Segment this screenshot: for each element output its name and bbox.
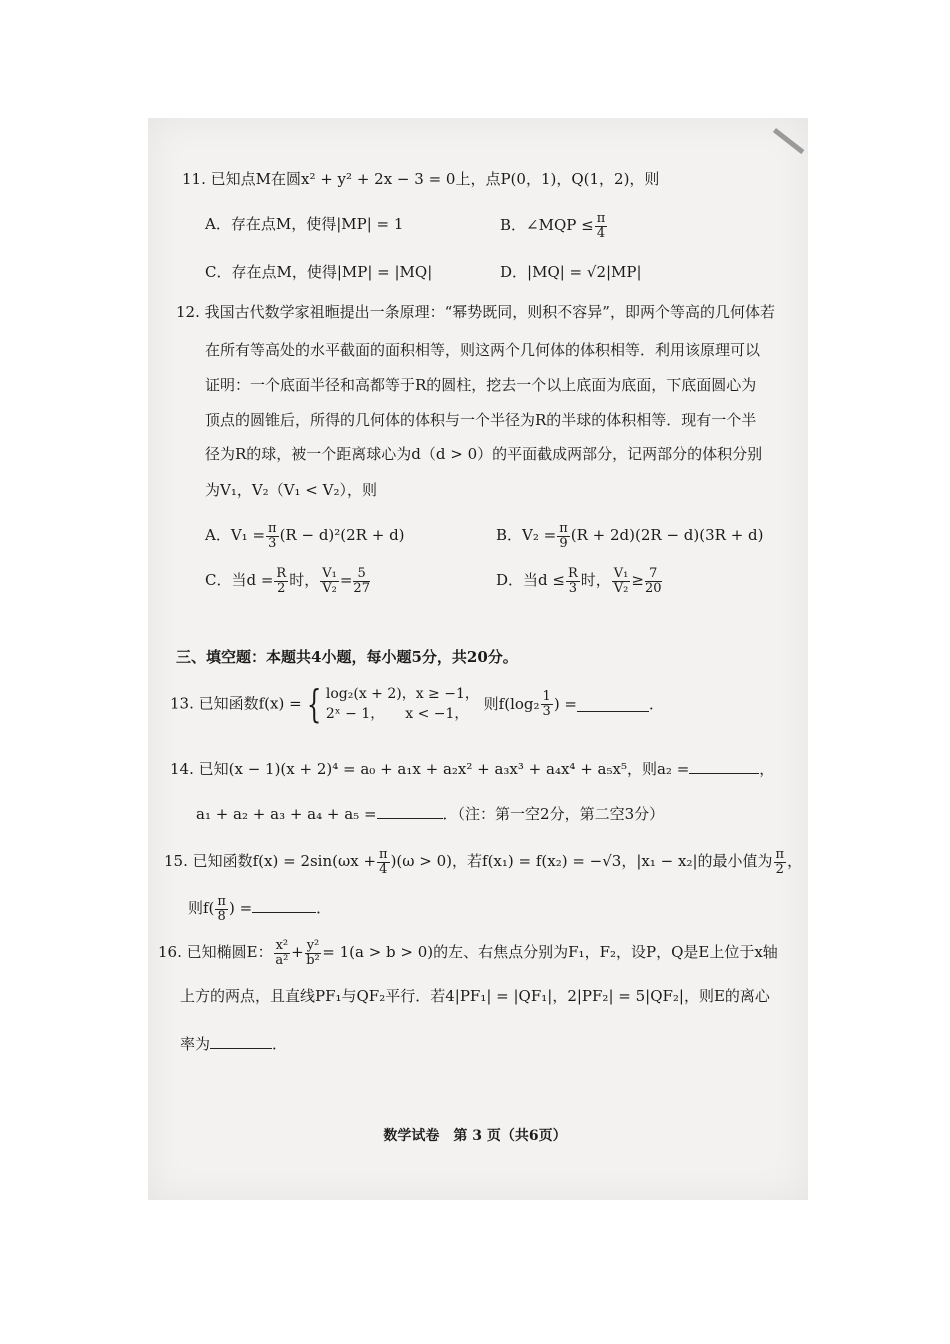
q11-option-b: B．∠MQP ≤ $\frac{\pi}{4}$ bbox=[500, 211, 606, 241]
q16-line-2: 上方的两点，且直线PF₁与QF₂平行．若4|PF₁| = |QF₁|，2|PF₂| = 5|QF₂|，则E的离心 bbox=[180, 987, 770, 1005]
page-footer: 数学试卷 第 3 页（共6页） bbox=[383, 1128, 567, 1144]
q12-line-2: 在所有等高处的水平截面的面积相等，则这两个几何体的体积相等．利用该原理可以 bbox=[205, 341, 761, 359]
q11-stem: 11. 已知点M在圆x² + y² + 2x − 3 = 0上，点P(0，1)，Q(1，2)，则 bbox=[182, 170, 660, 188]
q15-answer-blank[interactable] bbox=[252, 898, 316, 913]
q12-option-c: C．当d = $\frac{R}{2}$ 时， $\frac{\text{V₁}}{\text{V₂}}$ = $\frac{5}{27}$ bbox=[205, 566, 370, 596]
q12-option-b: B．V₂ = $\frac{\pi}{9}$ (R + 2d)(2R − d)(3R + d) bbox=[496, 521, 764, 551]
q16-line-1: 16. 已知椭圆E： $\frac{\text{x²}}{\text{a²}}$ + $\frac{\text{y²}}{\text{b²}}$ = 1(a > b > 0)的左、右焦点分别为F₁，F₂，设P，Q是E上位于x轴 bbox=[158, 938, 778, 968]
q12-line-5: 径为R的球，被一个距离球心为d（d > 0）的平面截成两部分，记两部分的体积分别 bbox=[205, 445, 763, 463]
q14-answer-blank-2[interactable] bbox=[377, 804, 443, 819]
q11-option-d: D．|MQ| = √2|MP| bbox=[500, 263, 642, 281]
q14-answer-blank-1[interactable] bbox=[689, 759, 759, 774]
q12-line-6: 为V₁，V₂（V₁ < V₂），则 bbox=[205, 481, 377, 499]
q16-answer-blank[interactable] bbox=[210, 1034, 272, 1049]
q11-option-c: C．存在点M，使得|MP| = |MQ| bbox=[205, 263, 433, 281]
q15-line-2: 则f( $\frac{\pi}{8}$ ) = ． bbox=[188, 894, 332, 924]
section-3-heading: 三、填空题：本题共4小题，每小题5分，共20分。 bbox=[176, 648, 518, 666]
q15-line-1: 15. 已知函数f(x) = 2sin(ωx + $\frac{\pi}{4}$ )(ω > 0)，若f(x₁) = f(x₂) = −√3，|x₁ − x₂|的最小值为 $\frac{\pi}{2}$ ， bbox=[164, 847, 803, 877]
q14-line-1: 14. 已知(x − 1)(x + 2)⁴ = a₀ + a₁x + a₂x² + a₃x³ + a₄x⁴ + a₅x⁵，则a₂ = ， bbox=[170, 760, 775, 778]
q12-line-1: 12. 我国古代数学家祖暅提出一条原理：“幂势既同，则积不容异”，即两个等高的几何体若 bbox=[176, 303, 775, 321]
q12-option-d: D．当d ≤ $\frac{R}{3}$ 时， $\frac{\text{V₁}}{\text{V₂}}$ ≥ $\frac{7}{20}$ bbox=[496, 566, 662, 596]
q16-line-3: 率为 ． bbox=[180, 1035, 288, 1053]
q13: 13. 已知函数f(x) = { log₂(x + 2)，x ≥ −1， 2ˣ − 1， x < −1， 则f(log₂ $\frac{1}{3}$ ) = ． bbox=[170, 682, 665, 727]
q12-option-a: A．V₁ = $\frac{\pi}{3}$ (R − d)²(2R + d) bbox=[205, 521, 405, 551]
q13-answer-blank[interactable] bbox=[577, 697, 649, 712]
q11-option-a: A．存在点M，使得|MP| = 1 bbox=[205, 215, 404, 233]
q12-line-4: 顶点的圆锥后，所得的几何体的体积与一个半径为R的半球的体积相等．现有一个半 bbox=[205, 411, 757, 429]
q12-line-3: 证明：一个底面半径和高都等于R的圆柱，挖去一个以上底面为底面，下底面圆心为 bbox=[205, 376, 757, 394]
q14-line-2: a₁ + a₂ + a₃ + a₄ + a₅ = ．（注：第一空2分，第二空3分） bbox=[196, 805, 665, 823]
piecewise-brace: { bbox=[306, 682, 322, 727]
